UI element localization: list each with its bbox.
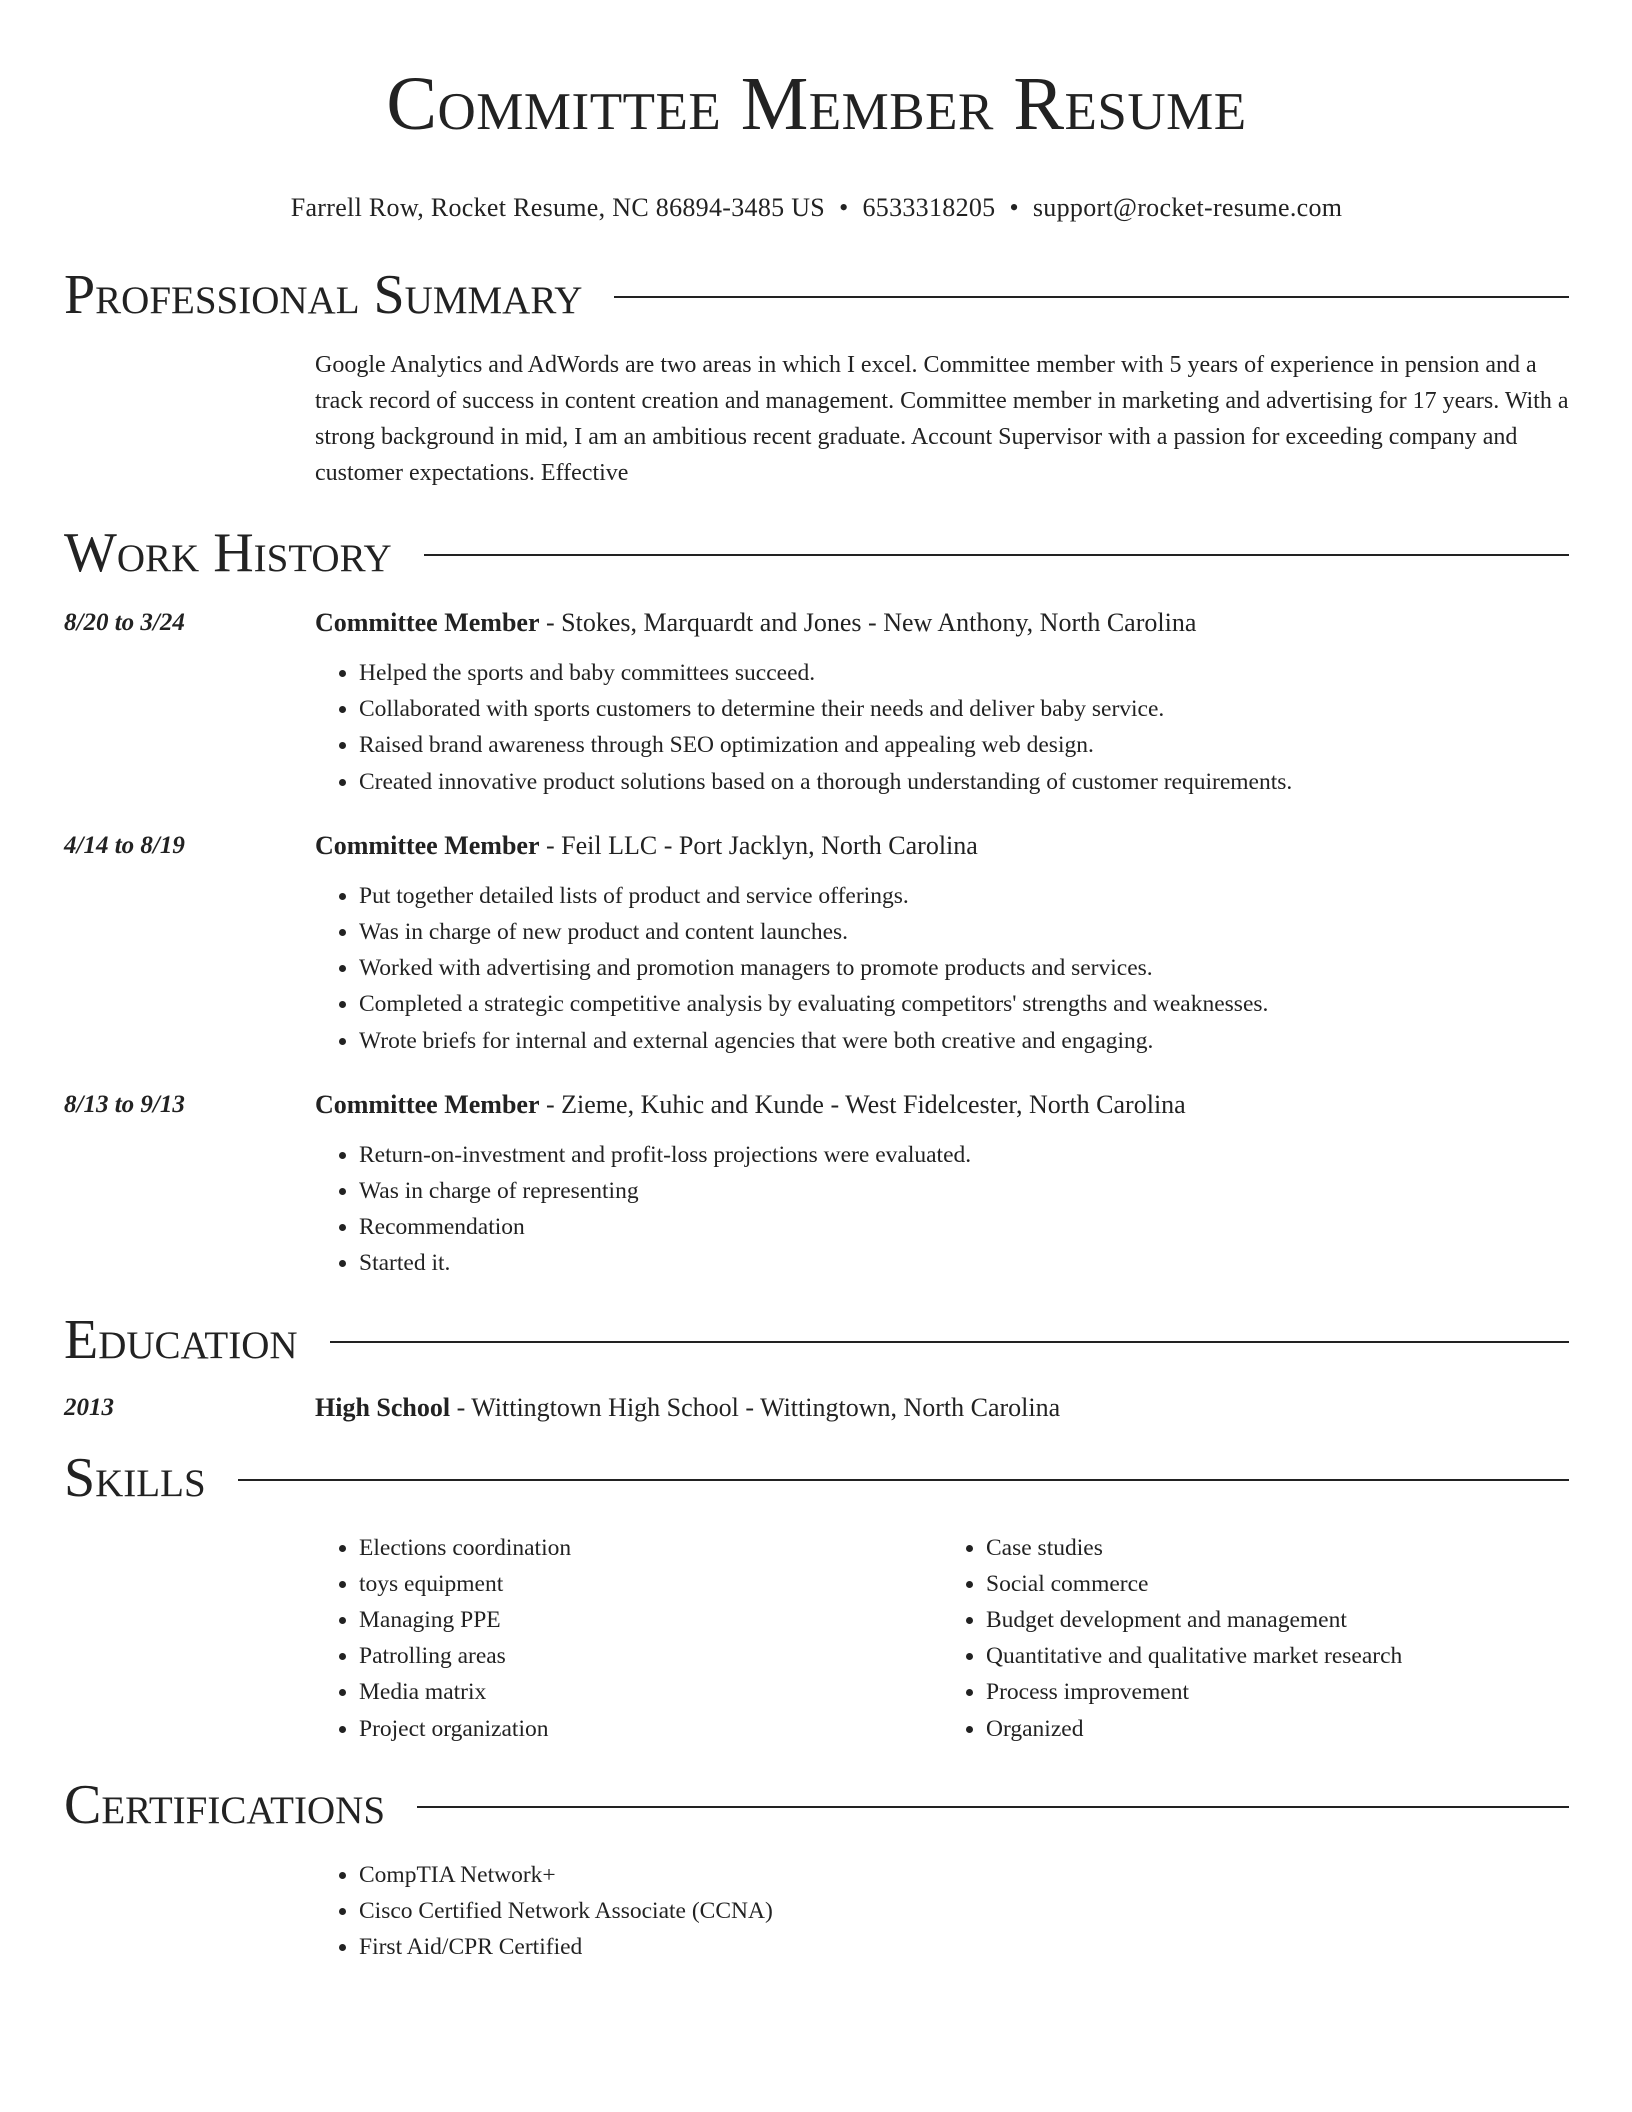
section-divider — [330, 1341, 1569, 1343]
contact-separator: • — [1009, 192, 1019, 222]
job-body — [315, 605, 1569, 800]
list-item: • Helped the sports and baby committees succeed. — [359, 655, 1569, 691]
section-divider — [238, 1479, 1569, 1481]
job-body — [315, 1087, 1569, 1282]
section-divider — [417, 1806, 1569, 1808]
work-heading: Work History — [64, 521, 392, 584]
skills-list-right — [942, 1530, 1569, 1747]
education-heading-line — [315, 1390, 1569, 1426]
list-item: • Return-on-investment and profit-loss projections were evaluated. — [359, 1137, 1569, 1173]
list-item: • Raised brand awareness through SEO optimization and appealing web design. — [359, 727, 1569, 763]
list-item: • Social commerce — [986, 1566, 1569, 1602]
job-details: - Stokes, Marquardt and Jones - New Anthony, North Carolina — [539, 607, 1197, 637]
contact-line — [64, 193, 1569, 223]
skills-list-left — [315, 1530, 942, 1747]
work-entry — [64, 828, 1569, 1059]
list-item: • Was in charge of new product and content launches. — [359, 914, 1569, 950]
list-item: • First Aid/CPR Certified — [359, 1929, 1569, 1965]
education-body — [315, 1390, 1569, 1426]
list-item: • Project organization — [359, 1711, 942, 1747]
work-entry — [64, 1087, 1569, 1282]
list-item: • Created innovative product solutions based on a thorough understanding of customer requirements. — [359, 764, 1569, 800]
list-item: • Worked with advertising and promotion managers to promote products and services. — [359, 950, 1569, 986]
job-dates: 8/13 to 9/13 — [64, 1090, 185, 1118]
list-item: • toys equipment — [359, 1566, 942, 1602]
job-heading — [315, 828, 1569, 864]
certifications-list — [315, 1857, 1569, 1966]
job-bullets — [315, 655, 1569, 800]
education-entry — [64, 1390, 1569, 1426]
summary-heading: Professional Summary — [64, 263, 583, 326]
list-item: • Completed a strategic competitive analysis by evaluating competitors' strengths and weaknesses. — [359, 986, 1569, 1022]
list-item: • Quantitative and qualitative market research — [986, 1638, 1569, 1674]
list-item: • CompTIA Network+ — [359, 1857, 1569, 1893]
contact-address: Farrell Row, Rocket Resume, NC 86894-3485 US — [290, 192, 826, 222]
list-item: • Process improvement — [986, 1674, 1569, 1710]
certifications-heading: Certifications — [64, 1773, 386, 1836]
education-heading: Education — [64, 1308, 298, 1371]
list-item: • Cisco Certified Network Associate (CCNA) — [359, 1893, 1569, 1929]
job-heading — [315, 605, 1569, 641]
section-divider — [424, 554, 1569, 556]
contact-separator: • — [839, 192, 849, 222]
contact-email: support@rocket-resume.com — [1032, 192, 1343, 222]
education-details: - Wittingtown High School - Wittingtown, North Carolina — [450, 1392, 1061, 1422]
list-item: • Patrolling areas — [359, 1638, 942, 1674]
job-body — [315, 828, 1569, 1059]
certifications-block — [315, 1857, 1569, 1966]
summary-section-header — [64, 263, 1569, 326]
education-section-header — [64, 1308, 1569, 1371]
job-title: Committee Member — [315, 830, 540, 860]
contact-phone: 6533318205 — [862, 192, 996, 222]
list-item: • Organized — [986, 1711, 1569, 1747]
work-entries — [64, 605, 1569, 1282]
job-title: Committee Member — [315, 1089, 540, 1119]
skills-columns — [315, 1530, 1569, 1747]
job-title: Committee Member — [315, 607, 540, 637]
list-item: • Budget development and management — [986, 1602, 1569, 1638]
resume-page — [64, 0, 1569, 1965]
list-item: • Collaborated with sports customers to determine their needs and deliver baby service. — [359, 691, 1569, 727]
list-item: • Managing PPE — [359, 1602, 942, 1638]
list-item: • Was in charge of representing — [359, 1173, 1569, 1209]
skills-heading: Skills — [64, 1446, 206, 1509]
job-bullets — [315, 1137, 1569, 1282]
list-item: • Case studies — [986, 1530, 1569, 1566]
work-section-header — [64, 521, 1569, 584]
resume-title: Committee Member Resume — [386, 62, 1247, 146]
skills-section-header — [64, 1446, 1569, 1509]
list-item: • Wrote briefs for internal and external agencies that were both creative and engaging. — [359, 1023, 1569, 1059]
list-item: • Elections coordination — [359, 1530, 942, 1566]
job-details: - Feil LLC - Port Jacklyn, North Carolina — [539, 830, 978, 860]
education-year: 2013 — [64, 1393, 114, 1421]
list-item: • Started it. — [359, 1245, 1569, 1281]
summary-text: Google Analytics and AdWords are two areas in which I excel. Committee member with 5 years of experience in pension and a track record of success in content creation and management. Committee member in marketing and advertising for 17 years. With a strong background in mid, I am an ambitious recent graduate. Account Supervisor with a passion for exceeding company and customer expectations. Effective — [315, 351, 1569, 486]
list-item: • Recommendation — [359, 1209, 1569, 1245]
list-item: • Put together detailed lists of product and service offerings. — [359, 878, 1569, 914]
work-entry — [64, 605, 1569, 800]
job-heading — [315, 1087, 1569, 1123]
job-bullets — [315, 878, 1569, 1059]
certifications-section-header — [64, 1773, 1569, 1836]
job-dates: 8/20 to 3/24 — [64, 608, 185, 636]
job-dates: 4/14 to 8/19 — [64, 831, 185, 859]
list-item: • Media matrix — [359, 1674, 942, 1710]
job-details: - Zieme, Kuhic and Kunde - West Fidelcester, North Carolina — [539, 1089, 1186, 1119]
section-divider — [614, 296, 1569, 298]
education-degree: High School — [315, 1392, 451, 1422]
